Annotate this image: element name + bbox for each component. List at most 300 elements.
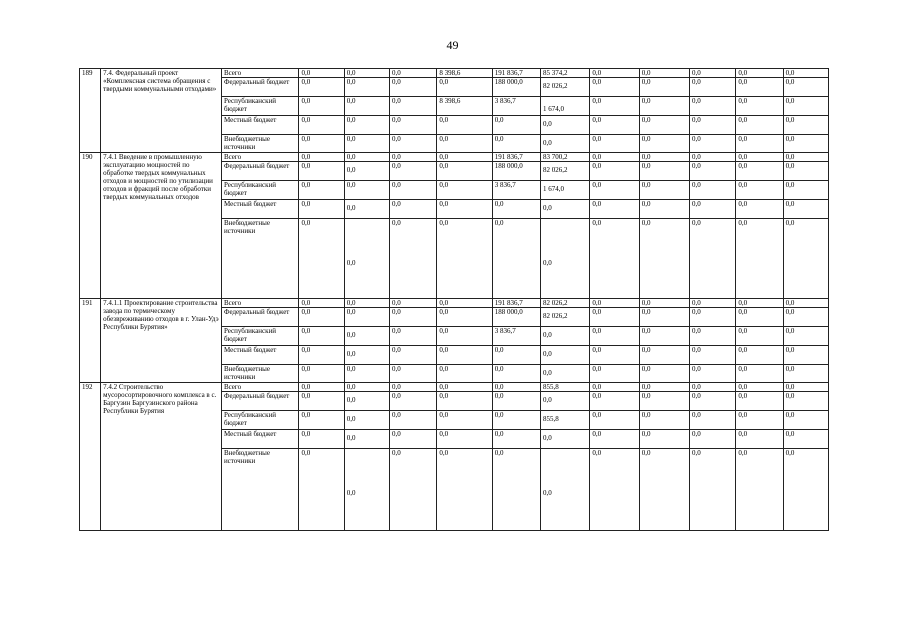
value-text: 0,0 [692, 97, 701, 105]
value-cell [541, 411, 590, 430]
value-text: 0,0 [439, 116, 449, 124]
value-cell [590, 308, 639, 327]
funding-source: Федеральный бюджет [221, 308, 299, 327]
value-text: 0,0 [439, 392, 449, 400]
value-cell [390, 181, 437, 200]
activity-title: 7.4.2 Строительство мусоросортировочного комплекса в с. Баргузин Баргузинского района Республики Бурятия [101, 383, 222, 531]
value-cell [541, 78, 590, 97]
value-text: 0,0 [592, 69, 602, 77]
value-cell [437, 219, 492, 299]
value-text: 83 700,2 [543, 153, 568, 161]
value-cell [390, 219, 437, 299]
activity-title: 7.4. Федеральный проект «Комплексная система обращения с твердыми коммунальными отходами» [101, 69, 222, 153]
value-text: 0,0 [301, 383, 311, 391]
value-cell [783, 299, 828, 308]
value-text: 0,0 [738, 116, 748, 124]
value-cell [590, 78, 639, 97]
value-text: 0,0 [543, 331, 552, 339]
value-text: 0,0 [785, 97, 795, 105]
value-cell [783, 411, 828, 430]
value-text: 0,0 [301, 430, 311, 438]
value-text: 0,0 [692, 153, 701, 161]
value-cell [437, 135, 492, 153]
row-number: 191 [80, 299, 101, 383]
funding-source: Всего [221, 299, 299, 308]
value-text: 0,0 [301, 327, 311, 335]
funding-source: Федеральный бюджет [221, 392, 299, 411]
value-cell [590, 383, 639, 392]
value-text: 0,0 [392, 200, 401, 208]
table-row [80, 299, 829, 308]
funding-source: Внебюджетные источники [221, 365, 299, 383]
value-text: 0,0 [592, 153, 602, 161]
value-text: 0,0 [392, 327, 401, 335]
value-text: 0,0 [301, 78, 311, 86]
value-cell [783, 135, 828, 153]
funding-source: Внебюджетные источники [221, 135, 299, 153]
value-text: 0,0 [346, 365, 356, 373]
value-text: 0,0 [785, 449, 795, 457]
value-text: 0,0 [592, 219, 602, 227]
value-cell [437, 327, 492, 346]
value-text: 0,0 [494, 383, 504, 391]
value-text: 0,0 [301, 116, 311, 124]
value-cell [590, 299, 639, 308]
value-cell [541, 135, 590, 153]
value-cell [344, 346, 389, 365]
value-cell [299, 346, 344, 365]
value-cell [390, 411, 437, 430]
value-cell [690, 78, 736, 97]
value-text: 0,0 [641, 327, 651, 335]
value-cell [736, 392, 783, 411]
value-text: 0,0 [738, 162, 748, 170]
value-text: 0,0 [785, 219, 795, 227]
value-text: 0,0 [494, 365, 504, 373]
value-text: 0,0 [692, 430, 701, 438]
value-text: 82 026,2 [543, 82, 568, 90]
value-cell [590, 430, 639, 449]
value-cell [299, 411, 344, 430]
value-text: 0,0 [738, 135, 748, 143]
value-cell [492, 449, 540, 531]
value-text: 0,0 [592, 135, 602, 143]
value-cell [344, 97, 389, 116]
value-cell [541, 153, 590, 162]
funding-source: Внебюджетные источники [221, 449, 299, 531]
value-text: 0,0 [692, 181, 701, 189]
value-text: 0,0 [494, 219, 504, 227]
value-cell [344, 327, 389, 346]
value-text: 0,0 [543, 434, 552, 442]
value-text: 0,0 [692, 365, 701, 373]
value-cell [299, 449, 344, 531]
value-text: 0,0 [392, 449, 401, 457]
value-cell [590, 449, 639, 531]
value-text: 0,0 [785, 308, 795, 316]
value-cell [541, 392, 590, 411]
value-cell [590, 411, 639, 430]
funding-source: Местный бюджет [221, 200, 299, 219]
value-text: 0,0 [641, 116, 651, 124]
value-cell [344, 411, 389, 430]
value-text: 0,0 [346, 204, 356, 212]
value-cell [390, 365, 437, 383]
value-text: 0,0 [738, 69, 748, 77]
value-text: 0,0 [641, 392, 651, 400]
value-text: 1 674,0 [543, 185, 565, 193]
value-text: 0,0 [592, 327, 602, 335]
value-text: 0,0 [543, 489, 552, 497]
value-text: 0,0 [592, 392, 602, 400]
value-text: 0,0 [592, 383, 602, 391]
value-cell [299, 116, 344, 135]
value-text: 3 836,7 [494, 97, 516, 105]
value-cell [299, 365, 344, 383]
value-cell [590, 135, 639, 153]
value-text: 0,0 [301, 411, 311, 419]
value-text: 0,0 [592, 299, 602, 307]
value-cell [590, 97, 639, 116]
value-cell [492, 200, 540, 219]
value-text: 0,0 [641, 299, 651, 307]
value-cell [344, 116, 389, 135]
value-text: 0,0 [392, 346, 401, 354]
value-cell [783, 69, 828, 78]
funding-source: Местный бюджет [221, 116, 299, 135]
value-text: 0,0 [392, 308, 401, 316]
value-text: 0,0 [392, 153, 401, 161]
value-text: 0,0 [392, 97, 401, 105]
funding-source: Федеральный бюджет [221, 78, 299, 97]
value-text: 0,0 [738, 346, 748, 354]
value-cell [492, 69, 540, 78]
value-cell [690, 365, 736, 383]
value-text: 0,0 [641, 78, 651, 86]
value-text: 0,0 [543, 204, 552, 212]
value-text: 0,0 [738, 308, 748, 316]
funding-source: Всего [221, 69, 299, 78]
value-text: 0,0 [641, 181, 651, 189]
value-text: 0,0 [439, 327, 449, 335]
value-text: 0,0 [346, 153, 356, 161]
value-cell [736, 299, 783, 308]
value-cell [690, 116, 736, 135]
value-cell [690, 308, 736, 327]
value-cell [541, 97, 590, 116]
value-text: 82 026,2 [543, 299, 568, 307]
value-cell [590, 219, 639, 299]
value-cell [783, 327, 828, 346]
value-cell [690, 430, 736, 449]
value-text: 0,0 [641, 162, 651, 170]
value-text: 188 000,0 [494, 78, 523, 86]
value-cell [783, 116, 828, 135]
value-text: 0,0 [592, 200, 602, 208]
value-cell [299, 392, 344, 411]
value-cell [344, 392, 389, 411]
value-text: 0,0 [346, 396, 356, 404]
value-cell [437, 162, 492, 181]
funding-source: Всего [221, 383, 299, 392]
value-text: 0,0 [301, 346, 311, 354]
value-cell [541, 69, 590, 78]
value-text: 0,0 [785, 346, 795, 354]
value-text: 0,0 [641, 135, 651, 143]
value-text: 0,0 [439, 162, 449, 170]
value-cell [690, 181, 736, 200]
value-cell [590, 116, 639, 135]
value-cell [299, 153, 344, 162]
value-cell [390, 299, 437, 308]
value-cell [541, 365, 590, 383]
value-cell [541, 449, 590, 531]
value-cell [783, 78, 828, 97]
value-text: 0,0 [301, 200, 311, 208]
value-text: 188 000,0 [494, 308, 523, 316]
value-cell [492, 365, 540, 383]
value-cell [690, 200, 736, 219]
value-cell [492, 78, 540, 97]
value-cell [390, 135, 437, 153]
funding-source: Внебюджетные источники [221, 219, 299, 299]
value-text: 0,0 [692, 219, 701, 227]
table-row [80, 153, 829, 162]
value-cell [492, 181, 540, 200]
value-cell [541, 162, 590, 181]
value-text: 0,0 [592, 78, 602, 86]
value-text: 0,0 [738, 449, 748, 457]
value-cell [590, 69, 639, 78]
value-cell [639, 181, 689, 200]
value-cell [639, 162, 689, 181]
value-cell [783, 346, 828, 365]
value-text: 0,0 [641, 449, 651, 457]
value-cell [492, 430, 540, 449]
value-text: 0,0 [301, 392, 311, 400]
value-cell [492, 383, 540, 392]
value-cell [492, 116, 540, 135]
value-text: 0,0 [301, 449, 311, 457]
value-cell [344, 153, 389, 162]
value-text: 0,0 [692, 308, 701, 316]
value-cell [299, 135, 344, 153]
value-cell [639, 430, 689, 449]
value-text: 0,0 [738, 78, 748, 86]
value-cell [344, 200, 389, 219]
value-cell [541, 219, 590, 299]
value-text: 0,0 [301, 162, 311, 170]
value-text: 0,0 [785, 181, 795, 189]
value-text: 0,0 [392, 392, 401, 400]
row-number: 192 [80, 383, 101, 531]
value-cell [639, 299, 689, 308]
value-text: 0,0 [439, 153, 449, 161]
funding-source: Республиканский бюджет [221, 97, 299, 116]
value-cell [390, 430, 437, 449]
value-text: 0,0 [738, 97, 748, 105]
value-text: 0,0 [494, 116, 504, 124]
value-cell [344, 299, 389, 308]
value-text: 0,0 [392, 162, 401, 170]
value-text: 188 000,0 [494, 162, 523, 170]
value-cell [639, 69, 689, 78]
value-cell [690, 327, 736, 346]
funding-source: Местный бюджет [221, 346, 299, 365]
value-text: 0,0 [346, 181, 356, 189]
value-text: 0,0 [346, 69, 356, 77]
value-cell [736, 135, 783, 153]
value-text: 0,0 [392, 69, 401, 77]
value-text: 0,0 [301, 365, 311, 373]
value-cell [783, 308, 828, 327]
funding-source: Федеральный бюджет [221, 162, 299, 181]
value-cell [736, 153, 783, 162]
value-text: 0,0 [785, 411, 795, 419]
value-text: 0,0 [494, 430, 504, 438]
value-cell [299, 162, 344, 181]
value-cell [390, 383, 437, 392]
value-cell [639, 383, 689, 392]
value-text: 0,0 [301, 219, 311, 227]
value-text: 0,0 [439, 411, 449, 419]
value-text: 0,0 [641, 200, 651, 208]
value-cell [437, 449, 492, 531]
value-cell [736, 116, 783, 135]
value-cell [390, 153, 437, 162]
value-text: 0,0 [392, 116, 401, 124]
value-cell [783, 200, 828, 219]
value-text: 191 836,7 [494, 153, 523, 161]
value-text: 3 836,7 [494, 327, 516, 335]
value-cell [736, 327, 783, 346]
value-text: 0,0 [392, 219, 401, 227]
value-cell [639, 346, 689, 365]
value-cell [639, 78, 689, 97]
value-cell [783, 430, 828, 449]
value-text: 0,0 [543, 369, 552, 377]
value-text: 0,0 [439, 308, 449, 316]
value-text: 0,0 [692, 116, 701, 124]
value-cell [492, 299, 540, 308]
value-cell [590, 365, 639, 383]
value-text: 855,8 [543, 383, 559, 391]
value-cell [736, 449, 783, 531]
value-text: 0,0 [543, 120, 552, 128]
value-text: 191 836,7 [494, 299, 523, 307]
value-cell [437, 430, 492, 449]
value-text: 0,0 [592, 346, 602, 354]
value-cell [736, 69, 783, 78]
value-text: 0,0 [692, 135, 701, 143]
value-text: 0,0 [346, 415, 356, 423]
value-cell [344, 78, 389, 97]
value-text: 0,0 [346, 489, 356, 497]
value-cell [492, 97, 540, 116]
value-text: 0,0 [392, 181, 401, 189]
value-text: 0,0 [439, 430, 449, 438]
value-cell [437, 411, 492, 430]
value-cell [783, 97, 828, 116]
value-text: 0,0 [592, 430, 602, 438]
value-cell [541, 430, 590, 449]
value-text: 0,0 [641, 430, 651, 438]
value-text: 0,0 [346, 434, 356, 442]
value-cell [437, 299, 492, 308]
value-cell [492, 219, 540, 299]
value-text: 0,0 [692, 392, 701, 400]
value-text: 0,0 [738, 219, 748, 227]
value-text: 855,8 [543, 415, 559, 423]
value-text: 0,0 [592, 97, 602, 105]
value-text: 0,0 [301, 135, 311, 143]
value-text: 0,0 [785, 69, 795, 77]
funding-source: Республиканский бюджет [221, 181, 299, 200]
value-text: 0,0 [439, 299, 449, 307]
value-cell [590, 392, 639, 411]
value-cell [492, 135, 540, 153]
value-cell [390, 200, 437, 219]
value-text: 0,0 [439, 346, 449, 354]
value-cell [736, 162, 783, 181]
value-text: 0,0 [543, 396, 552, 404]
value-cell [783, 162, 828, 181]
value-text: 0,0 [346, 350, 356, 358]
value-text: 0,0 [641, 69, 651, 77]
value-text: 8 398,6 [439, 97, 461, 105]
value-cell [639, 392, 689, 411]
value-text: 0,0 [346, 259, 356, 267]
value-cell [639, 97, 689, 116]
value-text: 0,0 [301, 153, 311, 161]
value-cell [639, 219, 689, 299]
table-row [80, 69, 829, 78]
value-text: 0,0 [301, 97, 311, 105]
value-cell [437, 365, 492, 383]
value-text: 0,0 [592, 162, 602, 170]
value-cell [639, 135, 689, 153]
funding-source: Всего [221, 153, 299, 162]
value-cell [736, 308, 783, 327]
value-cell [437, 200, 492, 219]
value-cell [639, 153, 689, 162]
value-text: 0,0 [543, 139, 552, 147]
value-text: 0,0 [592, 449, 602, 457]
value-text: 0,0 [494, 392, 504, 400]
value-cell [299, 219, 344, 299]
row-number: 190 [80, 153, 101, 299]
value-text: 0,0 [692, 78, 701, 86]
value-cell [690, 69, 736, 78]
value-cell [492, 392, 540, 411]
value-text: 0,0 [346, 116, 356, 124]
value-text: 0,0 [439, 383, 449, 391]
value-cell [344, 430, 389, 449]
value-cell [344, 308, 389, 327]
activity-title: 7.4.1 Введение в промышленную эксплуатацию мощностей по обработке твердых коммунальных отходов и мощностей по утилизации отходов и фракций после обработки твердых коммунальных отходов [101, 153, 222, 299]
value-cell [783, 449, 828, 531]
value-text: 0,0 [494, 200, 504, 208]
value-cell [541, 383, 590, 392]
value-cell [783, 365, 828, 383]
value-cell [541, 200, 590, 219]
value-text: 0,0 [641, 97, 651, 105]
value-text: 0,0 [494, 449, 504, 457]
value-cell [783, 383, 828, 392]
value-text: 0,0 [785, 430, 795, 438]
value-text: 0,0 [439, 181, 449, 189]
value-text: 82 026,2 [543, 312, 568, 320]
